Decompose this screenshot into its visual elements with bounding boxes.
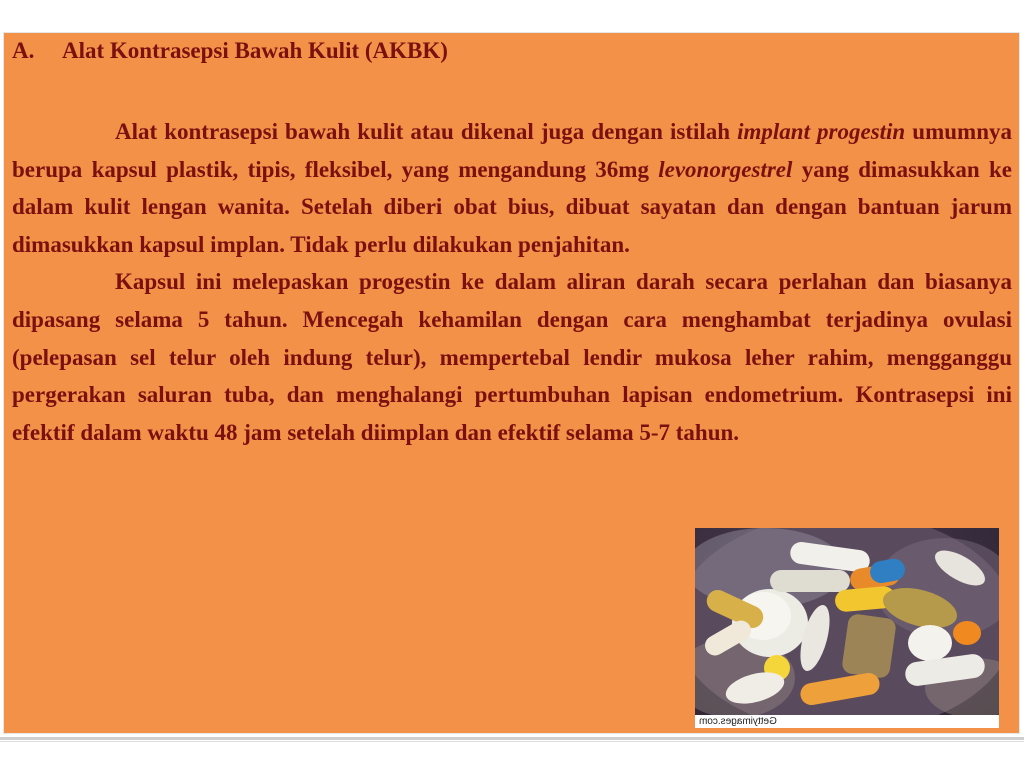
photo-credit-text: Gettyimages.com	[699, 716, 777, 727]
paragraph-capsule-mechanism: Kapsul ini melepaskan progestin ke dalam aliran darah secara perlahan dan biasanya dipasang selama 5 tahun. Mencegah kehamilan dengan cara menghambat terjadinya ovulasi (pelepasan sel telur oleh indung telur), mempertebal lendir mukosa leher rahim, mengganggu pergerakan saluran tuba, dan menghalangi pertumbuhan lapisan endometrium. Kontrasepsi ini efektif dalam waktu 48 jam setelah diimplan dan efektif selama 5-7 tahun.	[12, 269, 1012, 445]
section-title: Alat Kontrasepsi Bawah Kulit (AKBK)	[62, 38, 448, 63]
term-levonorgestrel: levonorgestrel	[658, 156, 793, 182]
paragraph-implant-description	[12, 113, 1012, 263]
pills-illustration	[695, 528, 999, 715]
paragraph1-part1: Alat kontrasepsi bawah kulit atau dikenal juga dengan istilah	[115, 119, 738, 144]
bottom-divider	[0, 737, 1024, 740]
section-heading	[12, 38, 448, 64]
section-marker: A.	[12, 38, 35, 63]
photo-credit-bar	[695, 715, 999, 728]
body-text	[12, 113, 1012, 451]
paragraph1-part2: umumnya berupa kapsul plastik, tipis, fleksibel, yang mengandung 36mg	[12, 119, 1012, 182]
pills-photo	[695, 528, 999, 728]
paragraph1-part3: yang dimasukkan ke dalam kulit lengan wanita. Setelah diberi obat bius, dibuat sayatan dan dengan bantuan jarum dimasukkan kapsul implan. Tidak perlu dilakukan penjahitan.	[12, 156, 1013, 257]
bottom-divider-thin	[0, 741, 1024, 742]
term-implant-progestin: implant progestin	[737, 119, 906, 144]
